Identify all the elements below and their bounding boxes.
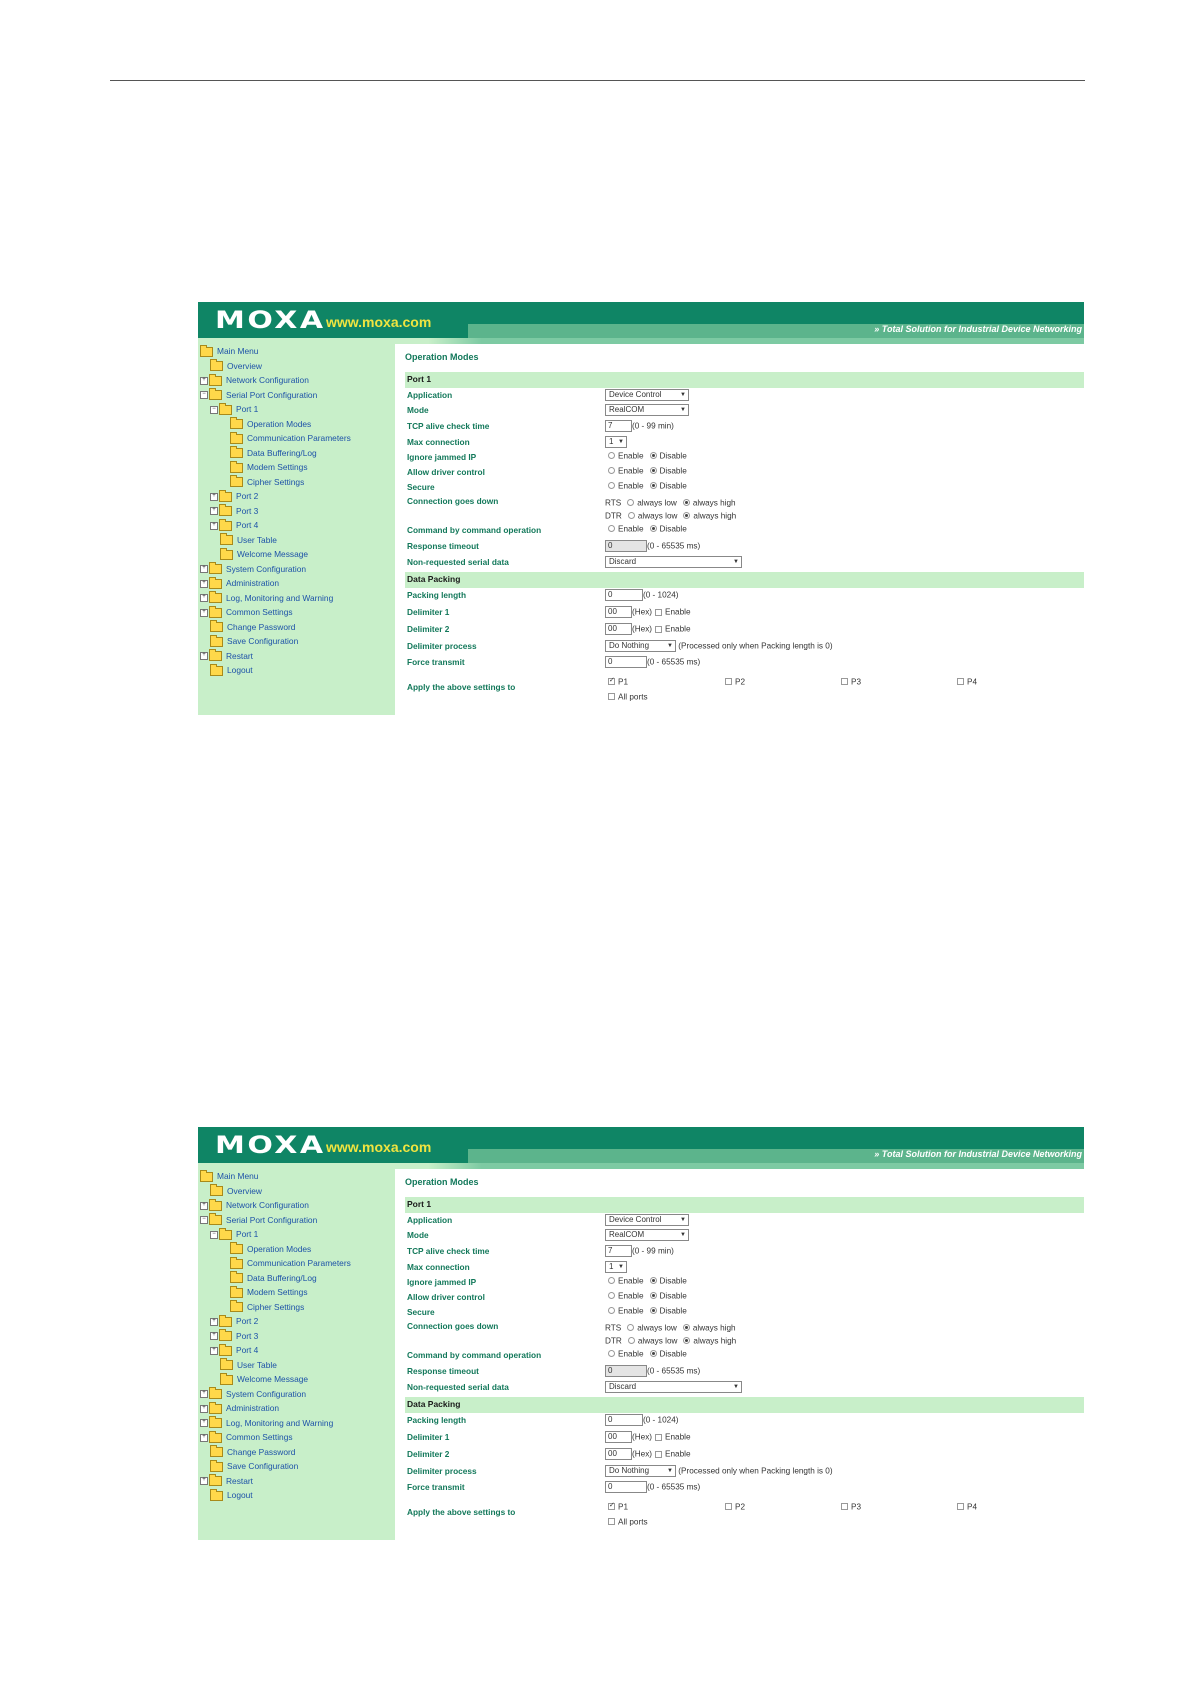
menu-item-serial-port-configuration[interactable]: − Serial Port Configuration [200, 1213, 317, 1227]
field-label: Packing length [407, 1415, 467, 1425]
row-delimiter-2: Delimiter 2 00 (Hex) Enable [407, 1449, 691, 1459]
folder-icon [230, 1302, 243, 1312]
menu-item-overview[interactable]: Overview [210, 1184, 262, 1198]
moxa-logo: MOXA [215, 306, 326, 334]
menu-item-logout[interactable]: Logout [210, 663, 253, 677]
folder-icon [230, 1259, 243, 1269]
expand-icon[interactable]: + [200, 1434, 208, 1442]
apply-p2-checkbox[interactable] [725, 678, 732, 685]
dropdown-arrow-icon: ▼ [680, 392, 686, 398]
menu-item-port-1[interactable]: − Port 1 [210, 1227, 258, 1241]
menu-item-change-password[interactable]: Change Password [210, 620, 295, 634]
rts-label: RTS [605, 1323, 622, 1333]
row-mode [405, 404, 1084, 420]
folder-icon [209, 1418, 222, 1428]
moxa-banner [198, 302, 1084, 338]
field-label: Max connection [407, 437, 470, 447]
ignore-jammed-enable-radio[interactable] [608, 452, 615, 459]
menu-item-port-4[interactable]: + Port 4 [210, 518, 258, 532]
row-secure: Secure Enable Disable [407, 1306, 687, 1317]
menu-item-save-configuration[interactable]: Save Configuration [210, 634, 298, 648]
force-transmit-input[interactable]: 0 [605, 656, 647, 668]
folder-icon [200, 1172, 213, 1182]
menu-item-log-monitoring-warning[interactable]: + Log, Monitoring and Warning [200, 1416, 333, 1430]
folder-icon [209, 593, 222, 603]
folder-icon [210, 622, 223, 632]
field-label: Mode [407, 1230, 429, 1240]
tcp-alive-input[interactable]: 7 [605, 1245, 632, 1257]
process-hint: (Processed only when Packing length is 0) [678, 641, 833, 651]
folder-icon [209, 390, 222, 400]
row-application [405, 389, 1084, 405]
menu-item-communication-parameters[interactable]: Communication Parameters [230, 1256, 351, 1270]
row-delimiter-process [405, 640, 1084, 656]
field-label: Application [407, 390, 453, 400]
row-force-transmit [405, 1481, 1084, 1497]
expand-icon[interactable]: + [200, 609, 208, 617]
field-label: Apply the above settings to [407, 682, 516, 692]
menu-item-operation-modes[interactable]: Operation Modes [230, 417, 311, 431]
mode-select[interactable]: RealCOM ▼ [605, 404, 689, 416]
menu-item-port-1[interactable]: − Port 1 [210, 402, 258, 416]
delimiter-1-enable-checkbox[interactable] [655, 1434, 662, 1441]
menu-item-main-menu[interactable]: Main Menu [200, 1169, 258, 1183]
collapse-icon[interactable]: − [200, 1216, 208, 1224]
field-label: Ignore jammed IP [407, 1277, 477, 1287]
folder-icon [209, 608, 222, 618]
field-label: Response timeout [407, 1366, 479, 1376]
tagline-bar [468, 324, 1084, 338]
apply-p4-checkbox[interactable] [957, 678, 964, 685]
range-hint: (0 - 65535 ms) [647, 1482, 701, 1492]
delimiter-process-select[interactable]: Do Nothing ▼ [605, 640, 676, 652]
dropdown-arrow-icon: ▼ [618, 1264, 624, 1270]
menu-item-network-configuration[interactable]: + Network Configuration [200, 1198, 309, 1212]
site-url[interactable]: www.moxa.com [326, 1139, 432, 1155]
folder-icon [210, 1462, 223, 1472]
delimiter-1-input[interactable]: 00 [605, 1431, 632, 1443]
folder-icon [209, 1201, 222, 1211]
page-header-rule [110, 80, 1085, 81]
dtr-always-low-radio[interactable] [628, 512, 635, 519]
folder-icon [219, 506, 232, 516]
cmd-op-enable-radio[interactable] [608, 1350, 615, 1357]
menu-item-data-buffering-log[interactable]: Data Buffering/Log [230, 1271, 317, 1285]
menu-item-modem-settings[interactable]: Modem Settings [230, 1285, 308, 1299]
range-hint: (0 - 1024) [643, 1415, 679, 1425]
tagline: » Total Solution for Industrial Device Networking [874, 1149, 1082, 1159]
dtr-always-high-radio[interactable] [683, 512, 690, 519]
sidebar-menu [198, 1169, 395, 1540]
secure-disable-radio[interactable] [650, 1307, 657, 1314]
row-force-transmit [405, 656, 1084, 672]
expand-icon[interactable]: + [200, 565, 208, 573]
field-label: TCP alive check time [407, 1246, 490, 1256]
range-hint: (0 - 99 min) [632, 421, 674, 431]
field-label: Delimiter process [407, 1466, 477, 1476]
ignore-jammed-disable-radio[interactable] [650, 1277, 657, 1284]
menu-item-user-table[interactable]: User Table [220, 533, 277, 547]
application-select[interactable]: Device Control ▼ [605, 1214, 689, 1226]
allow-driver-enable-radio[interactable] [608, 1292, 615, 1299]
row-delimiter-1: Delimiter 1 00 (Hex) Enable [407, 1432, 691, 1442]
field-label: Ignore jammed IP [407, 452, 477, 462]
folder-icon [210, 361, 223, 371]
tagline-bar [468, 1149, 1084, 1163]
field-label: Force transmit [407, 657, 465, 667]
row-delimiter-1: Delimiter 1 00 (Hex) Enable [407, 607, 691, 617]
row-tcp-alive [405, 1245, 1084, 1261]
cmd-op-disable-radio[interactable] [650, 525, 657, 532]
folder-icon [230, 477, 243, 487]
menu-item-data-buffering-log[interactable]: Data Buffering/Log [230, 446, 317, 460]
row-packing-length [405, 589, 1084, 605]
folder-icon [230, 448, 243, 458]
screenshot-2 [198, 1127, 1084, 1540]
menu-item-port-3[interactable]: + Port 3 [210, 1329, 258, 1343]
row-command-operation: Command by command operation Enable Disable [407, 524, 687, 535]
delimiter-1-enable-checkbox[interactable] [655, 609, 662, 616]
dropdown-arrow-icon: ▼ [667, 643, 673, 649]
delimiter-1-input[interactable]: 00 [605, 606, 632, 618]
menu-item-system-configuration[interactable]: + System Configuration [200, 1387, 306, 1401]
row-allow-driver: Allow driver control Enable Disable [407, 466, 687, 477]
field-label: Connection goes down [407, 496, 499, 506]
secure-enable-radio[interactable] [608, 1307, 615, 1314]
folder-icon [220, 535, 233, 545]
range-hint: (0 - 65535 ms) [647, 1366, 701, 1376]
force-transmit-input[interactable]: 0 [605, 1481, 647, 1493]
row-apply-settings: Apply the above settings to ✓P1 P2 P3 P4 All ports [405, 1500, 1084, 1530]
folder-icon [209, 651, 222, 661]
section-label: Data Packing [407, 574, 461, 584]
packing-length-input[interactable]: 0 [605, 589, 643, 601]
cmd-op-disable-radio[interactable] [650, 1350, 657, 1357]
collapse-icon[interactable]: − [210, 1231, 218, 1239]
moxa-banner [198, 1127, 1084, 1163]
menu-item-change-password[interactable]: Change Password [210, 1445, 295, 1459]
secure-enable-radio[interactable] [608, 482, 615, 489]
expand-icon[interactable]: + [200, 652, 208, 660]
row-apply-settings: Apply the above settings to ✓P1 P2 P3 P4 All ports [405, 675, 1084, 705]
allow-driver-disable-radio[interactable] [650, 1292, 657, 1299]
menu-item-port-2[interactable]: + Port 2 [210, 1314, 258, 1328]
field-label: Non-requested serial data [407, 557, 509, 567]
folder-icon [230, 434, 243, 444]
menu-item-save-configuration[interactable]: Save Configuration [210, 1459, 298, 1473]
folder-icon [209, 564, 222, 574]
moxa-logo: MOXA [215, 1131, 326, 1159]
expand-icon[interactable]: + [200, 580, 208, 588]
folder-icon [230, 463, 243, 473]
folder-icon [219, 405, 232, 415]
delimiter-2-input[interactable]: 00 [605, 1448, 632, 1460]
row-max-connection [405, 1261, 1084, 1277]
dropdown-arrow-icon: ▼ [733, 559, 739, 565]
page-title: Operation Modes [405, 352, 479, 362]
menu-item-serial-port-configuration[interactable]: − Serial Port Configuration [200, 388, 317, 402]
folder-icon [219, 1230, 232, 1240]
field-label: Delimiter 2 [407, 624, 450, 634]
dropdown-arrow-icon: ▼ [733, 1384, 739, 1390]
folder-icon [200, 347, 213, 357]
section-data-packing [405, 572, 1084, 588]
row-non-requested [405, 556, 1084, 572]
menu-item-cipher-settings[interactable]: Cipher Settings [230, 475, 304, 489]
allow-driver-disable-radio[interactable] [650, 467, 657, 474]
row-packing-length [405, 1414, 1084, 1430]
row-mode [405, 1229, 1084, 1245]
apply-p3-checkbox[interactable] [841, 678, 848, 685]
folder-icon [209, 1433, 222, 1443]
field-label: Non-requested serial data [407, 1382, 509, 1392]
field-label: Max connection [407, 1262, 470, 1272]
expand-icon[interactable]: + [200, 1477, 208, 1485]
collapse-icon[interactable]: − [200, 391, 208, 399]
cmd-op-enable-radio[interactable] [608, 525, 615, 532]
folder-icon [219, 1331, 232, 1341]
delimiter-2-enable-checkbox[interactable] [655, 1451, 662, 1458]
delimiter-2-input[interactable]: 00 [605, 623, 632, 635]
main-panel [395, 1169, 1084, 1540]
folder-icon [210, 666, 223, 676]
folder-icon [210, 637, 223, 647]
folder-icon [209, 1404, 222, 1414]
field-label: Connection goes down [407, 1321, 499, 1331]
main-panel [395, 344, 1084, 715]
expand-icon[interactable]: + [210, 1318, 218, 1326]
menu-item-user-table[interactable]: User Table [220, 1358, 277, 1372]
dtr-always-high-radio[interactable] [683, 1337, 690, 1344]
menu-item-operation-modes[interactable]: Operation Modes [230, 1242, 311, 1256]
field-label: Allow driver control [407, 467, 485, 477]
menu-item-log-monitoring-warning[interactable]: + Log, Monitoring and Warning [200, 591, 333, 605]
field-label: Delimiter 1 [407, 607, 450, 617]
expand-icon[interactable]: + [210, 522, 218, 530]
section-port-1 [405, 1197, 1084, 1213]
range-hint: (0 - 65535 ms) [647, 657, 701, 667]
menu-item-network-configuration[interactable]: + Network Configuration [200, 373, 309, 387]
menu-item-restart[interactable]: + Restart [200, 1474, 253, 1488]
menu-item-administration[interactable]: + Administration [200, 1401, 279, 1415]
apply-p3-checkbox[interactable] [841, 1503, 848, 1510]
folder-icon [209, 1476, 222, 1486]
menu-item-welcome-message[interactable]: Welcome Message [220, 1372, 308, 1386]
section-label: Data Packing [407, 1399, 461, 1409]
row-delimiter-process [405, 1465, 1084, 1481]
field-label: Response timeout [407, 541, 479, 551]
field-label: Delimiter process [407, 641, 477, 651]
tagline: » Total Solution for Industrial Device Networking [874, 324, 1082, 334]
page-title: Operation Modes [405, 1177, 479, 1187]
range-hint: (0 - 99 min) [632, 1246, 674, 1256]
dropdown-arrow-icon: ▼ [667, 1468, 673, 1474]
dropdown-arrow-icon: ▼ [680, 1232, 686, 1238]
menu-item-cipher-settings[interactable]: Cipher Settings [230, 1300, 304, 1314]
row-tcp-alive [405, 420, 1084, 436]
folder-icon [210, 1447, 223, 1457]
expand-icon[interactable]: + [200, 377, 208, 385]
rts-always-high-radio[interactable] [683, 1324, 690, 1331]
response-timeout-input[interactable]: 0 [605, 540, 647, 552]
mode-select[interactable]: RealCOM ▼ [605, 1229, 689, 1241]
menu-item-common-settings[interactable]: + Common Settings [200, 1430, 293, 1444]
site-url[interactable]: www.moxa.com [326, 314, 432, 330]
expand-icon[interactable]: + [210, 493, 218, 501]
collapse-icon[interactable]: − [210, 406, 218, 414]
dtr-always-low-radio[interactable] [628, 1337, 635, 1344]
section-data-packing [405, 1397, 1084, 1413]
field-label: Delimiter 2 [407, 1449, 450, 1459]
folder-icon [219, 1317, 232, 1327]
row-application [405, 1214, 1084, 1230]
menu-item-common-settings[interactable]: + Common Settings [200, 605, 293, 619]
field-label: Application [407, 1215, 453, 1225]
menu-item-port-3[interactable]: + Port 3 [210, 504, 258, 518]
field-label: Command by command operation [407, 1350, 542, 1360]
section-label: Port 1 [407, 374, 432, 384]
expand-icon[interactable]: + [210, 1332, 218, 1340]
folder-icon [209, 376, 222, 386]
non-requested-select[interactable]: Discard ▼ [605, 1381, 742, 1393]
folder-icon [219, 521, 232, 531]
rts-always-low-radio[interactable] [627, 499, 634, 506]
row-ignore-jammed: Ignore jammed IP Enable Disable [407, 1276, 687, 1287]
folder-icon [209, 1389, 222, 1399]
menu-item-modem-settings[interactable]: Modem Settings [230, 460, 308, 474]
expand-icon[interactable]: + [210, 507, 218, 515]
section-port-1 [405, 372, 1084, 388]
tcp-alive-input[interactable]: 7 [605, 420, 632, 432]
rts-always-high-radio[interactable] [683, 499, 690, 506]
folder-icon [230, 419, 243, 429]
field-label: TCP alive check time [407, 421, 490, 431]
allow-driver-enable-radio[interactable] [608, 467, 615, 474]
row-ignore-jammed: Ignore jammed IP Enable Disable [407, 451, 687, 462]
field-label: Packing length [407, 590, 467, 600]
expand-icon[interactable]: + [200, 1202, 208, 1210]
folder-icon [210, 1186, 223, 1196]
section-label: Port 1 [407, 1199, 432, 1209]
apply-all-ports-checkbox[interactable] [608, 1518, 615, 1525]
process-hint: (Processed only when Packing length is 0) [678, 1466, 833, 1476]
folder-icon [219, 492, 232, 502]
menu-item-overview[interactable]: Overview [210, 359, 262, 373]
menu-item-main-menu[interactable]: Main Menu [200, 344, 258, 358]
folder-icon [209, 1215, 222, 1225]
max-connection-select[interactable]: 1 ▼ [605, 1261, 627, 1273]
field-label: Secure [407, 482, 435, 492]
range-hint: (0 - 1024) [643, 590, 679, 600]
menu-item-port-4[interactable]: + Port 4 [210, 1343, 258, 1357]
folder-icon [220, 1375, 233, 1385]
rts-always-low-radio[interactable] [627, 1324, 634, 1331]
row-max-connection [405, 436, 1084, 452]
row-response-timeout [405, 540, 1084, 556]
row-delimiter-2: Delimiter 2 00 (Hex) Enable [407, 624, 691, 634]
apply-p4-checkbox[interactable] [957, 1503, 964, 1510]
row-response-timeout [405, 1365, 1084, 1381]
folder-icon [230, 1273, 243, 1283]
expand-icon[interactable]: + [200, 594, 208, 602]
field-label: Force transmit [407, 1482, 465, 1492]
expand-icon[interactable]: + [200, 1419, 208, 1427]
field-label: Apply the above settings to [407, 1507, 516, 1517]
row-allow-driver: Allow driver control Enable Disable [407, 1291, 687, 1302]
dtr-label: DTR [605, 511, 622, 521]
field-label: Command by command operation [407, 525, 542, 535]
row-secure: Secure Enable Disable [407, 481, 687, 492]
dtr-label: DTR [605, 1336, 622, 1346]
folder-icon [220, 1360, 233, 1370]
menu-item-communication-parameters[interactable]: Communication Parameters [230, 431, 351, 445]
folder-icon [230, 1244, 243, 1254]
field-label: Allow driver control [407, 1292, 485, 1302]
screenshot-1 [198, 302, 1084, 715]
expand-icon[interactable]: + [200, 1390, 208, 1398]
folder-icon [230, 1288, 243, 1298]
folder-icon [220, 550, 233, 560]
folder-icon [210, 1491, 223, 1501]
row-command-operation: Command by command operation Enable Disable [407, 1349, 687, 1360]
menu-item-welcome-message[interactable]: Welcome Message [220, 547, 308, 561]
field-label: Mode [407, 405, 429, 415]
non-requested-select[interactable]: Discard ▼ [605, 556, 742, 568]
menu-item-system-configuration[interactable]: + System Configuration [200, 562, 306, 576]
delimiter-process-select[interactable]: Do Nothing ▼ [605, 1465, 676, 1477]
dropdown-arrow-icon: ▼ [680, 1217, 686, 1223]
apply-p2-checkbox[interactable] [725, 1503, 732, 1510]
secure-disable-radio[interactable] [650, 482, 657, 489]
field-label: Secure [407, 1307, 435, 1317]
menu-item-port-2[interactable]: + Port 2 [210, 489, 258, 503]
row-connection-goes-down: Connection goes down RTS always low always high DTR always low always high [407, 1321, 737, 1346]
apply-p1-checkbox[interactable] [608, 1503, 615, 1510]
apply-p1-checkbox[interactable] [608, 678, 615, 685]
folder-icon [209, 579, 222, 589]
menu-item-administration[interactable]: + Administration [200, 576, 279, 590]
ignore-jammed-disable-radio[interactable] [650, 452, 657, 459]
folder-icon [219, 1346, 232, 1356]
apply-all-ports-checkbox[interactable] [608, 693, 615, 700]
menu-item-logout[interactable]: Logout [210, 1488, 253, 1502]
row-non-requested [405, 1381, 1084, 1397]
menu-item-restart[interactable]: + Restart [200, 649, 253, 663]
dropdown-arrow-icon: ▼ [618, 439, 624, 445]
delimiter-2-enable-checkbox[interactable] [655, 626, 662, 633]
field-label: Delimiter 1 [407, 1432, 450, 1442]
ignore-jammed-enable-radio[interactable] [608, 1277, 615, 1284]
packing-length-input[interactable]: 0 [605, 1414, 643, 1426]
row-connection-goes-down: Connection goes down RTS always low always high DTR always low always high [407, 496, 737, 521]
expand-icon[interactable]: + [200, 1405, 208, 1413]
dropdown-arrow-icon: ▼ [680, 407, 686, 413]
max-connection-select[interactable]: 1 ▼ [605, 436, 627, 448]
range-hint: (0 - 65535 ms) [647, 541, 701, 551]
application-select[interactable]: Device Control ▼ [605, 389, 689, 401]
rts-label: RTS [605, 498, 622, 508]
response-timeout-input[interactable]: 0 [605, 1365, 647, 1377]
expand-icon[interactable]: + [210, 1347, 218, 1355]
sidebar-menu [198, 344, 395, 715]
